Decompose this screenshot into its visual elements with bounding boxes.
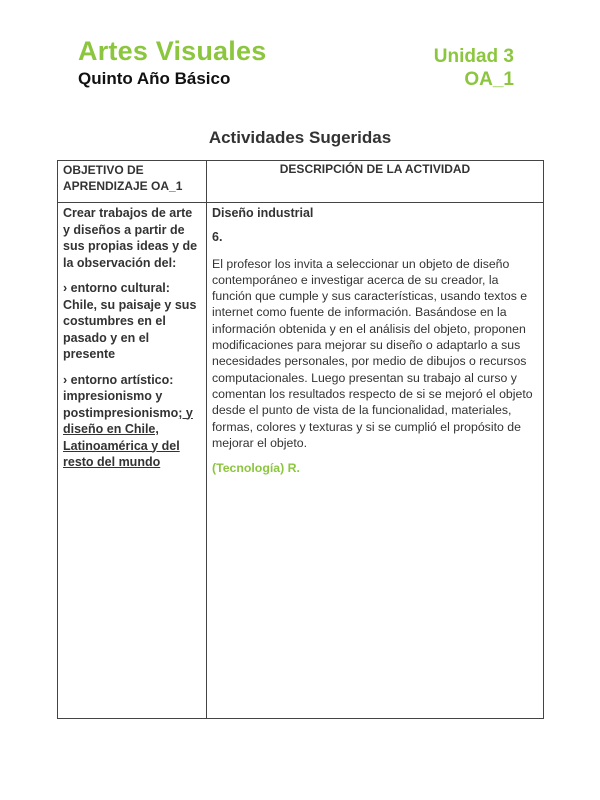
activity-number: 6. — [212, 230, 223, 245]
objective-item-artistic-text: › entorno artístico: impresionismo y postimpresionismo — [63, 372, 179, 420]
page-subtitle: Quinto Año Básico — [78, 69, 231, 88]
activity-name: Diseño industrial — [212, 206, 314, 220]
unit-label: Unidad 3 — [433, 46, 514, 67]
objective-item-cultural: › entorno cultural: Chile, su paisaje y sus costumbres en el pasado y en el presente — [63, 281, 197, 361]
activity-table — [57, 160, 544, 719]
page-header — [0, 0, 600, 110]
table-row — [58, 203, 544, 719]
description-cell — [207, 203, 544, 719]
table-header-row — [58, 161, 544, 203]
activity-description: El profesor los invita a seleccionar un objeto de diseño contemporáneo e investigar acerca de su creador, la función que cumple y sus características, usando textos e internet como fuente de información. Basándose en la información obtenida y en el análisis del objeto, proponen modificaciones para mejorar su diseño o adaptarlo a sus necesidades personales, por medio de dibujos o recursos computacionales. Luego presentan su trabajo al curso y comentan los resultados respecto de si se mejoró el objeto desde el punto de vista de la funcionalidad, materiales, formas, colores y texturas y si se cumplió el propósito de mejorar el objeto. — [212, 256, 533, 450]
page-title: Artes Visuales — [78, 36, 267, 66]
objective-intro: Crear trabajos de arte y diseños a partir de sus propias ideas y de la observación del: — [63, 206, 198, 270]
objective-cell — [58, 203, 207, 719]
activity-note: (Tecnología) R. — [212, 461, 300, 476]
objective-column-header: OBJETIVO DE APRENDIZAJE OA_1 — [58, 161, 207, 203]
description-column-header: DESCRIPCIÓN DE LA ACTIVIDAD — [207, 161, 544, 203]
objective-item-artistic-underlined: ; y diseño en Chile, Latinoamérica y del resto del mundo — [63, 405, 193, 469]
oa-label: OA_1 — [464, 69, 514, 90]
objective-item-artistic — [63, 372, 202, 471]
section-title: Actividades Sugeridas — [208, 128, 392, 147]
